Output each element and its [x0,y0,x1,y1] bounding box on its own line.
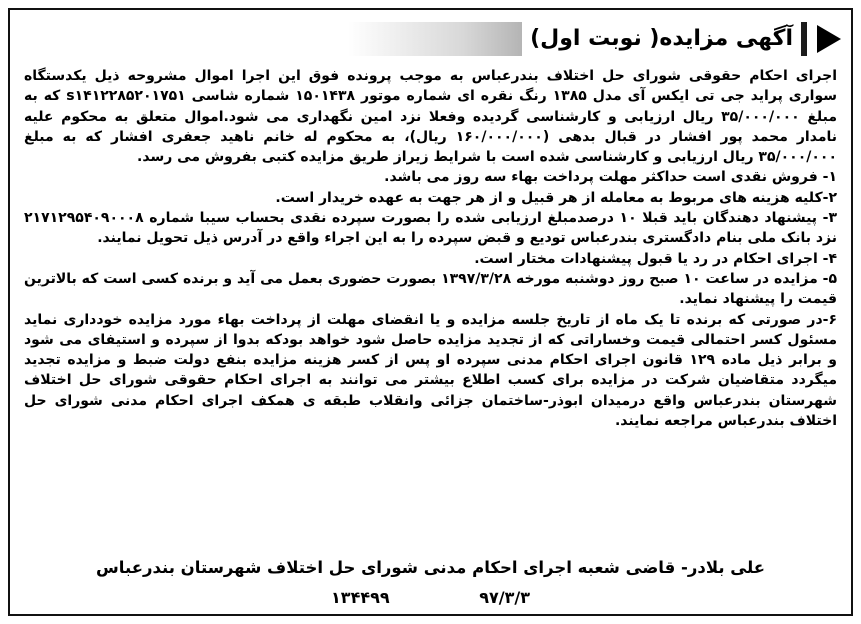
notice-date: ۹۷/۳/۳ [479,588,530,607]
condition-4: ۴- اجرای احکام در رد یا قبول پیشنهادات مختار است. [474,250,837,267]
notice-header [10,16,851,60]
condition-6: ۶-در صورتی که برنده تا یک ماه از تاریخ جلسه مزایده و یا انقضای مهلت از پرداخت بهاء مورد مزایده خودداری نماید مسئول کسر احتمالی قیمت وخساراتی که از تجدید مزایده حاصل شود خواهد بودکه بدوا از سپرده و استیفای می شود و برابر ذیل ماده ۱۲۹ قانون اجرای احکام مدنی سپرده او پس از کسر هزینه مزایده بنفع دولت ضبط و مزایده تجدید میگردد متقاضیان شرکت در مزایده برای کسب اطلاع بیشتر می توانند به اجرای احکام حقوقی شورای حل اختلاف شهرستان بندرعباس واقع درمیدان ابوذر-ساختمان جزائی وانقلاب طبقه ی همکف اجرای احکام مدنی شورای حل اختلاف بندرعباس مراجعه نمایند. [24,311,837,430]
notice-body [24,66,837,431]
auction-notice [8,8,853,616]
notice-intro: اجرای احکام حقوقی شورای حل اختلاف بندرعباس به موجب پرونده فوق این اجرا اموال مشروحه ذیل یکدستگاه سواری پراید جی تی ایکس آی مدل ۱۳۸۵ رنگ نقره ای شماره موتور ۱۵۰۱۴۳۸ شماره شاسی s۱۴۱۲۲۸۵۲۰۱۷۵۱ که به مبلغ ۳۵/۰۰۰/۰۰۰ ریال ارزیابی و کارشناسی گردیده وفعلا نزد امین نگهداری می شود.اموال متعلق به محکوم علیه نامدار محمد پور افشار در قبال بدهی (۱۶۰/۰۰۰/۰۰۰ ریال)، به محکوم له خانم ناهید جعفری افشار که به مبلغ ۳۵/۰۰۰/۰۰۰ ریال ارزیابی و کارشناسی شده است با شرایط زیراز طریق مزایده کتبی بفروش می رسد. [24,68,838,166]
notice-footer [10,588,851,607]
notice-title: آگهی مزایده( نوبت اول) [522,22,801,56]
notice-signature: علی بلادر- قاضی شعبه اجرای احکام مدنی شورای حل اختلاف شهرستان بندرعباس [96,558,765,577]
condition-2: ۲-کلیه هزینه های مربوط به معامله از هر قبیل و از هر جهت به عهده خریدار است. [275,189,837,206]
condition-1: ۱- فروش نقدی است حداکثر مهلت پرداخت بهاء سه روز می باشد. [384,169,837,186]
title-arrow-icon [817,25,841,53]
condition-3: ۳- پیشنهاد دهندگان باید قبلا ۱۰ درصدمبلغ ارزیابی شده را بصورت سپرده نقدی بحساب سیبا شماره ۲۱۷۱۲۹۵۴۰۹۰۰۰۸ نزد بانک ملی بنام دادگستری بندرعباس تودیع و قبض سپرده را به این اجراء واقع در آدرس ذیل تحویل نمایند. [24,210,837,247]
condition-5: ۵- مزایده در ساعت ۱۰ صبح روز دوشنبه مورخه ۱۳۹۷/۳/۲۸ بصورت حضوری بعمل می آید و برنده کسی است که بالاترین قیمت را پیشنهاد نماید. [24,270,837,308]
notice-reference-number: ۱۳۴۴۹۹ [331,588,390,607]
